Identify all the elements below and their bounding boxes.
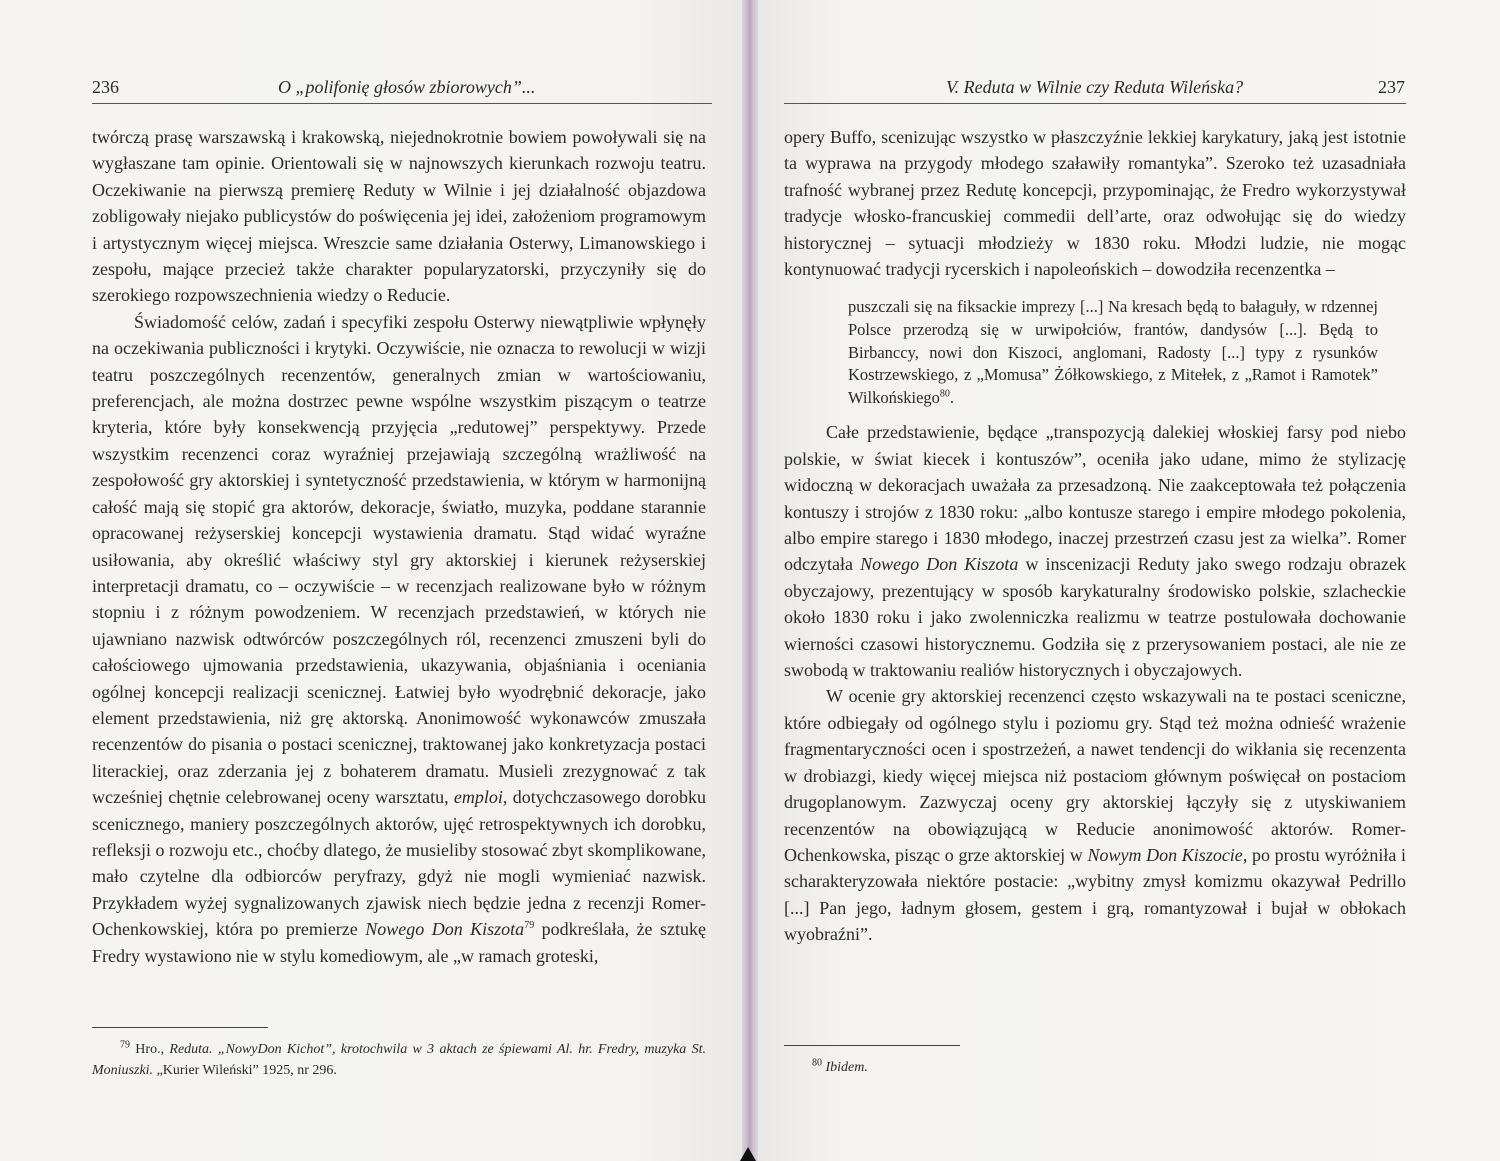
paragraph: opery Buffo, scenizując wszystko w płaszczyźnie lekkiej karykatury, jaką jest istotnie ta wyprawa na przygody młodego szaławiły romantyka”. Szeroko też uzasadniała trafność wybranej przez Redutę koncepcji, przypominając, że Fredro wykorzystywał tradycje włosko-francuskiej commedii dell’arte, oraz odwołując się do wiedzy historycznej – sytuacji młodzieży w 1830 roku. Młodzi ludzie, nie mogąc kontynuować tradycji rycerskich i napoleońskich – dowodziła recenzentka – bbox=[784, 127, 1406, 280]
italic-title: Nowego Don Kiszota bbox=[365, 919, 525, 940]
italic-term: emploi bbox=[453, 787, 503, 808]
page-number: 237 bbox=[1378, 77, 1405, 97]
footnote-ref[interactable]: 80 bbox=[939, 388, 950, 400]
footnote-number: 80 bbox=[812, 1057, 822, 1069]
paragraph: W ocenie gry aktorskiej recenzenci często wskazywali na te postaci sceniczne, które odbiegały od ogólnego stylu i poziomu gry. Stąd też można odnieść wrażenie fragmentaryczności ocen i spostrzeżeń, a nawet tendencji do wikłania się recenzenta w drobiazgi, kiedy więcej miejsca niż postaciom głównym poświęcał on postaciom drugoplanowym. Zazwyczaj oceny gry aktorskiej łączyły się z utyskiwaniem recenzentów na obowiązującą w Reducie anonimowość aktorów. Romer-Ochenkowska, pisząc o grze aktorskiej w Nowym Don Kiszocie, po prostu wyróżniła i scharakteryzowała niektóre postacie: „wybitny zmysł komizmu okazywał Pedrillo [...] Pan jego, ładnym głosem, gestem i grą, romantyzował i bujał w obłokach wyobraźni”. bbox=[784, 686, 1406, 945]
header-rule bbox=[92, 103, 712, 104]
page-number: 236 bbox=[92, 77, 119, 97]
italic-title: Nowym Don Kiszocie bbox=[1087, 844, 1243, 865]
running-title: V. Reduta w Wilnie czy Reduta Wileńska? bbox=[946, 77, 1244, 97]
block-quote: puszczali się na fiksackie imprezy [...] Na kresach będą to bałaguły, w rdzennej Polsce przerodzą się w urwipołciów, frantów, dandysów [...]. Będą to Birbanccy, nowi don Kiszoci, anglomani, Radosty [...] typy z rysunków Kostrzewskiego, z „Momusa” Żółkowskiego, z Mitełek, z „Ramot i Ramotek” Wilkońskiego$^{80}$. bbox=[848, 297, 1378, 407]
italic-title: Nowego Don Kiszota bbox=[860, 554, 1019, 575]
paragraph: twórczą prasę warszawską i krakowską, niejednokrotnie bowiem powoływali się na wygłaszane tam opinie. Orientowali się w najnowszych kierunkach rozwoju teatru. Oczekiwanie na pierwszą premierę Reduty w Wilnie i jej działalność objazdowa zobligowały niejako publicystów do poświęcenia jej idei, założeniom programowym i artystycznym więcej miejsca. Wreszcie same działania Osterwy, Limanowskiego i zespołu, mające przecież także charakter popularyzatorski, przyczyniły się do szerokiego rozpowszechnienia wiedzy o Reducie. bbox=[92, 127, 706, 306]
paragraph: Świadomość celów, zadań i specyfiki zespołu Osterwy niewątpliwie wpłynęły na oczekiwania publiczności i krytyki. Oczywiście, nie oznacza to rewolucji w wizji teatru poszczególnych recenzentów, generalnych zmian w wartościowaniu, preferencjach, ale można dostrzec pewne wspólne wszystkim piszącym o teatrze kryteria, które były konsekwencją przyjęcia „redutowej” perspektywy. Przede wszystkim recenzenci coraz wyraźniej przejawiają szczególną wrażliwość na zespołowość gry aktorskiej i syntetyczność przedstawienia, w którym w harmonijną całość mają się stopić gra aktorów, dekoracje, światło, muzyka, poddane starannie opracowanej reżyserskiej koncepcji wystawienia dramatu. Stąd widać wyraźne usiłowania, aby określić właściwy styl gry aktorskiej i kierunek reżyserskiej interpretacji dramatu, co – oczywiście – w recenzjach realizowane było w różnym stopniu i z różnym powodzeniem. W recenzjach przedstawień, w których nie ujawniano nazwisk odtwórców poszczególnych ról, recenzenci zmuszeni byli do całościowego ujmowania przedstawienia, ukazywania, objaśniania i oceniania ogólnej koncepcji realizacji scenicznej. Łatwiej było wyodrębnić dekoracje, jako element przedstawienia, niż grę aktorską. Anonimowość wykonawców zmuszała recenzentów do pisania o postaci scenicznej, traktowanej jako konkretyzacja postaci literackiej, oraz zderzania jej z bohaterem dramatu. Musieli zrezygnować z tak wcześniej chętnie celebrowanej oceny warsztatu, emploi, dotychczasowego dorobku scenicznego, maniery poszczególnych aktorów, ujęć retrospektywnych ich dorobku, refleksji o rozwoju etc., choćby dlatego, że musieliby stosować zbyt skomplikowane, mało czytelne dla odbiorców peryfrazy, gdyż nie mogli wymieniać nazwisk. Przykładem wyżej sygnalizowanych zjawisk niech będzie jedna z recenzji Romer-Ochenkowskiej, która po premierze Nowego Don Kiszota$^{79}$ podkreślała, że sztukę Fredry wystawiono nie w stylu komediowym, ale „w ramach groteski, bbox=[92, 311, 706, 966]
running-title: O „polifonię głosów zbiorowych”... bbox=[278, 77, 536, 97]
left-page bbox=[0, 0, 746, 1161]
footnote-number: 79 bbox=[120, 1039, 130, 1051]
right-body-text bbox=[784, 124, 1406, 948]
footnote-79: $^{79}$ Hro., Reduta. „NowyDon Kichot”, krotochwila w 3 aktach ze śpiewami Al. hr. Fredry, muzyka St. Moniuszki. „Kurier Wileński” 1925, nr 296. bbox=[92, 1039, 706, 1078]
right-page bbox=[754, 0, 1500, 1161]
footnote-rule bbox=[92, 1027, 268, 1028]
gutter-shadow bbox=[740, 1147, 756, 1161]
footnote-rule bbox=[784, 1045, 960, 1046]
footnote-ref[interactable]: 79 bbox=[524, 920, 535, 932]
paragraph: Całe przedstawienie, będące „transpozycją dalekiej włoskiej farsy pod niebo polskie, w świat kiecek i kontuszów”, oceniła jako udane, mimo że stylizację widoczną w dekoracjach uważała za przesadzoną. Nie zaakceptowała też połączenia kontuszy i strojów z 1830 roku: „albo kontusze starego i empire młodego pokolenia, albo empire starego i 1830 młodego, inaczej przestrzeń czasu jest za wielka”. Romer odczytała Nowego Don Kiszota w inscenizacji Reduty jako swego rodzaju obrazek obyczajowy, prezentujący w sposób karykaturalny środowisko polskie, szlacheckie około 1830 roku i jako zwolenniczka realizmu w teatrze postulowała dochowanie wierności czasowi historycznemu. Godziła się z przerysowaniem postaci, ale nie ze swobodą w traktowaniu realiów historycznych i obyczajowych. bbox=[784, 422, 1406, 681]
left-body-text bbox=[92, 124, 706, 969]
header-rule bbox=[784, 103, 1406, 104]
footnote-80: $^{80}$ Ibidem. bbox=[812, 1057, 868, 1075]
book-gutter bbox=[742, 0, 758, 1161]
